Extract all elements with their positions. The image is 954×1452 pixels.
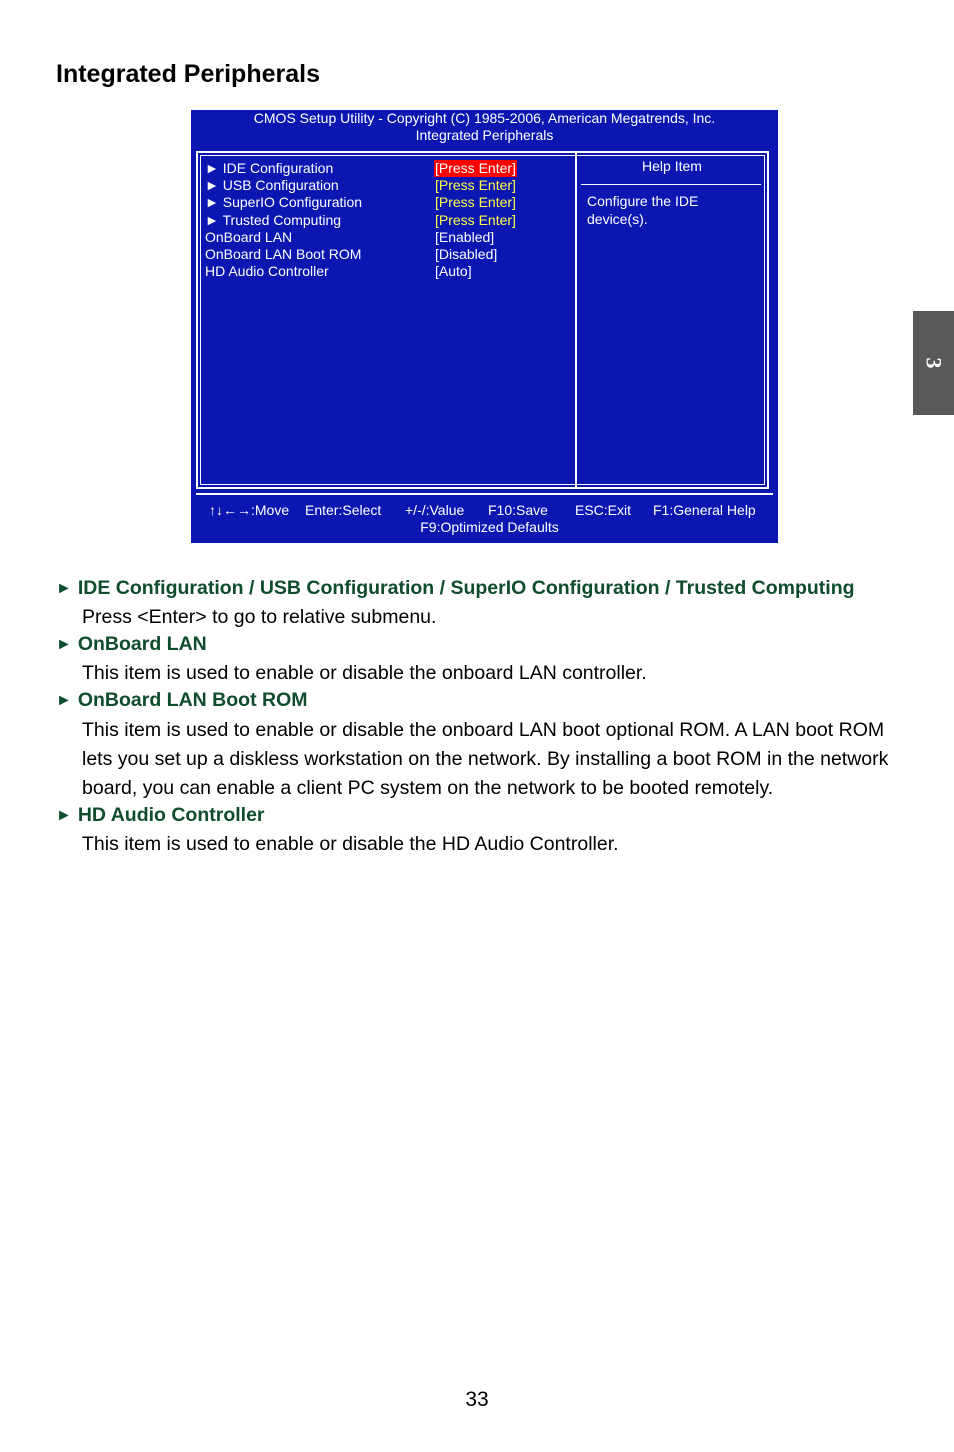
menu-item-value-selected[interactable]: [Press Enter]: [435, 160, 516, 176]
menu-item-label: ► SuperIO Configuration: [205, 194, 363, 211]
page-title: Integrated Peripherals: [56, 60, 320, 88]
chapter-number: 3: [921, 357, 947, 369]
menu-item-label: ► IDE Configuration: [205, 160, 334, 176]
arrow-right-icon: ►: [56, 636, 72, 653]
menu-item-label: ► Trusted Computing: [205, 211, 342, 228]
menu-item-value[interactable]: [Disabled]: [435, 245, 498, 262]
description-body: Press <Enter> to go to relative submenu.: [82, 606, 437, 628]
arrow-right-icon: ►: [56, 580, 72, 597]
menu-item-usb-configuration[interactable]: [205, 177, 565, 194]
key-legend-row: [191, 502, 778, 519]
menu-item-value[interactable]: [Press Enter]: [435, 177, 516, 194]
arrow-right-icon: ►: [56, 692, 72, 709]
menu-item-value[interactable]: [Enabled]: [435, 228, 495, 245]
help-item-title: Help Item: [642, 158, 702, 174]
bios-screen: [191, 110, 778, 543]
menu-item-label: HD Audio Controller: [205, 263, 329, 280]
description-heading-text: IDE Configuration / USB Configuration / SuperIO Configuration / Trusted Computing: [77, 577, 855, 599]
description-heading-text: OnBoard LAN Boot ROM: [77, 689, 308, 711]
key-optimized-defaults: F9:Optimized Defaults: [420, 519, 559, 535]
menu-item-value[interactable]: [Press Enter]: [435, 211, 516, 228]
arrow-right-icon: ►: [56, 807, 72, 824]
bios-panel-divider: [575, 151, 577, 489]
menu-item-ide-configuration[interactable]: [205, 160, 565, 177]
menu-item-onboard-lan-boot-rom[interactable]: [205, 246, 565, 263]
key-general-help: F1:General Help: [653, 502, 756, 518]
description-body: This item is used to enable or disable the onboard LAN boot optional ROM. A LAN boot ROM lets you set up a diskless workstation on the network. By installing a boot ROM in the network board, you can enable a client PC system on the network to be booted remotely.: [82, 719, 889, 799]
description-heading: [56, 577, 855, 600]
menu-item-label: OnBoard LAN Boot ROM: [205, 245, 362, 262]
bios-footer-divider: [196, 493, 773, 495]
description-heading: [56, 689, 307, 712]
description-body: This item is used to enable or disable the onboard LAN controller.: [82, 662, 647, 684]
menu-item-label: ► USB Configuration: [205, 177, 339, 194]
page-number: 33: [465, 1388, 489, 1411]
bios-header: [191, 110, 778, 144]
menu-item-value[interactable]: [Press Enter]: [435, 194, 516, 211]
bios-menu-list: [205, 160, 565, 280]
description-body: This item is used to enable or disable the HD Audio Controller.: [82, 833, 619, 855]
menu-item-trusted-computing[interactable]: [205, 212, 565, 229]
menu-item-hd-audio-controller[interactable]: [205, 263, 565, 280]
bios-header-copyright: CMOS Setup Utility - Copyright (C) 1985-2006, American Megatrends, Inc.: [253, 110, 716, 126]
key-save: F10:Save: [488, 502, 548, 518]
menu-item-onboard-lan[interactable]: [205, 229, 565, 246]
key-move: ↑↓←→:Move: [209, 502, 290, 518]
bios-key-legend: [191, 502, 778, 536]
menu-item-value[interactable]: [Auto]: [435, 263, 472, 280]
key-value: +/-/:Value: [405, 502, 465, 518]
menu-item-superio-configuration[interactable]: [205, 194, 565, 211]
description-heading-text: OnBoard LAN: [77, 633, 207, 655]
menu-item-label: OnBoard LAN: [205, 228, 293, 245]
help-title-underline: [581, 184, 761, 185]
bios-header-screen-title: Integrated Peripherals: [415, 127, 554, 143]
key-exit: ESC:Exit: [575, 502, 632, 518]
description-heading: [56, 633, 207, 656]
description-heading: [56, 804, 265, 827]
help-item-text: Configure the IDE device(s).: [587, 193, 699, 227]
description-heading-text: HD Audio Controller: [77, 804, 265, 826]
key-select: Enter:Select: [305, 502, 382, 518]
chapter-tab: [913, 311, 954, 415]
